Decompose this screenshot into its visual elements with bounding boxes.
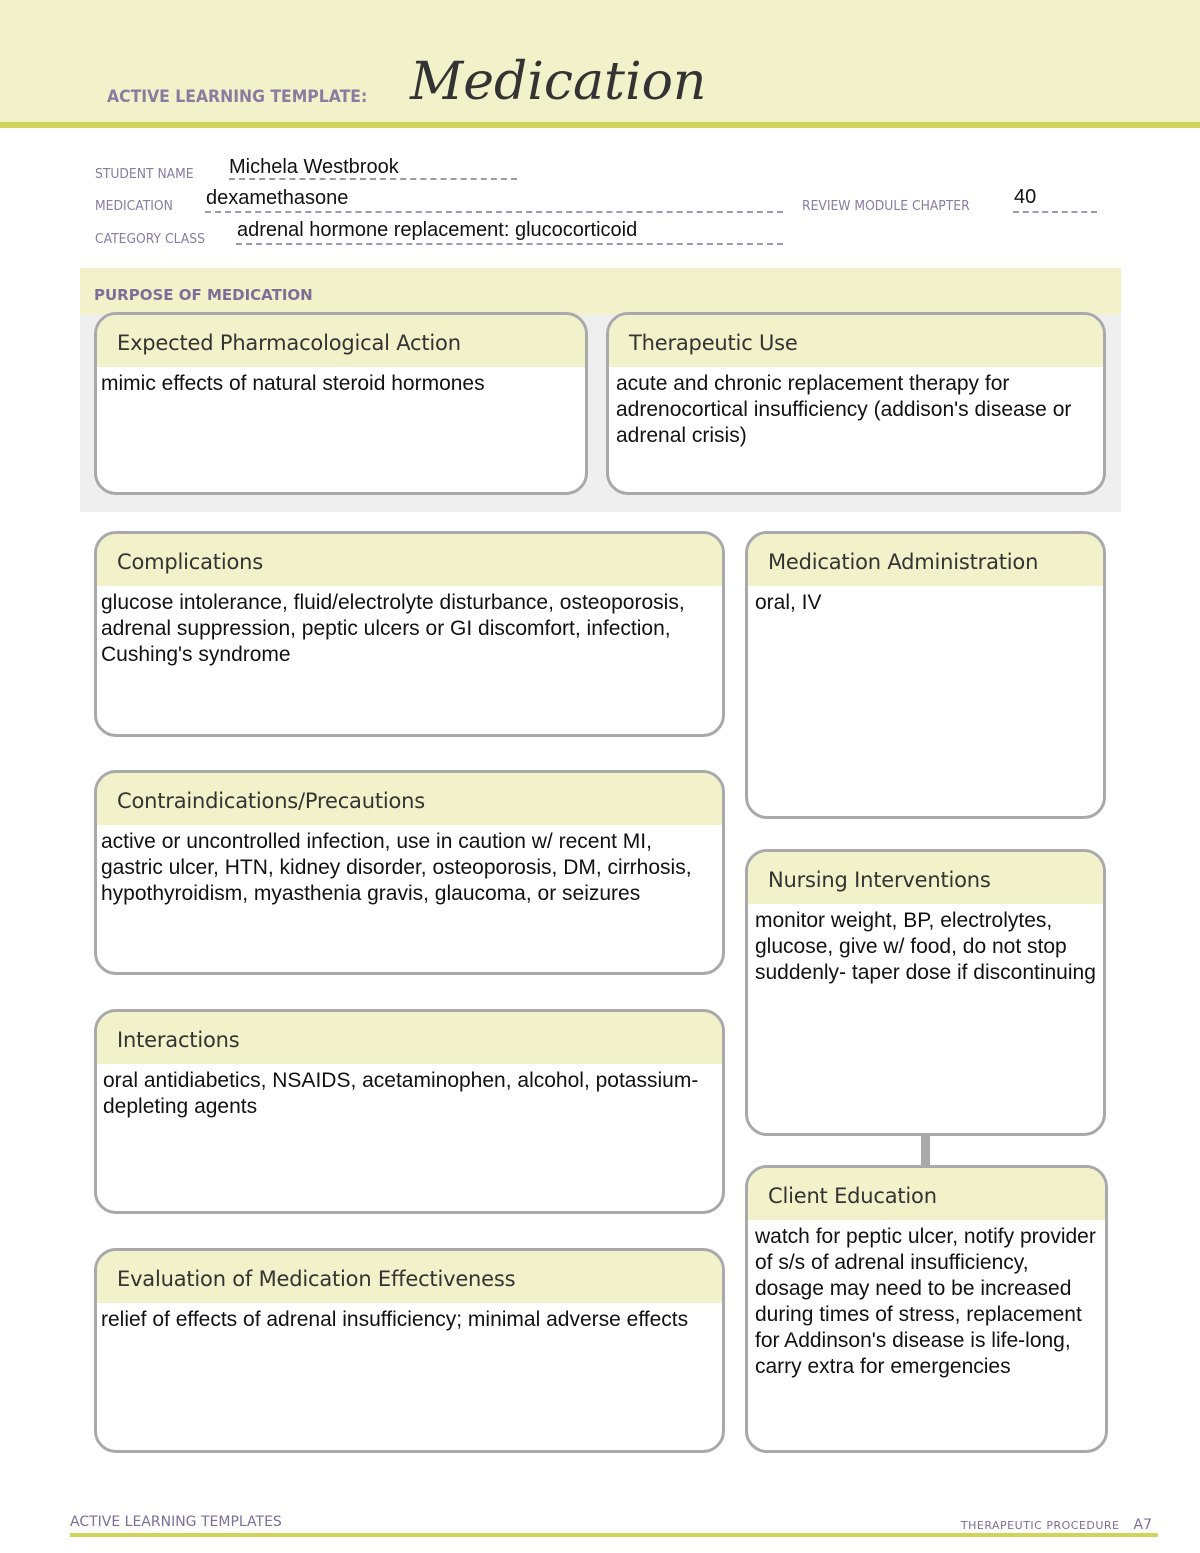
administration-title: Medication Administration <box>768 550 1039 574</box>
medication-field[interactable]: dexamethasone <box>206 187 349 209</box>
medication-underline <box>205 211 783 213</box>
client-education-text[interactable]: watch for peptic ulcer, notify provider of s/s of adrenal insufficiency, dosage may need to be increased during times of stress, replacement for Addinson's disease is life-long, carry extra for emergencies <box>755 1225 1096 1378</box>
card-header <box>97 773 722 825</box>
footer-rule <box>70 1533 1158 1537</box>
nursing-interventions-card <box>745 849 1106 1136</box>
review-module-chapter-field[interactable]: 40 <box>1014 186 1037 208</box>
review-module-chapter-label: REVIEW MODULE CHAPTER <box>802 199 970 214</box>
administration-text[interactable]: oral, IV <box>755 591 822 614</box>
category-class-label: CATEGORY CLASS <box>95 232 205 247</box>
page-number: A7 <box>1133 1517 1152 1533</box>
card-header <box>97 315 585 367</box>
expected-action-card <box>94 312 588 495</box>
contraindications-card <box>94 770 725 975</box>
evaluation-card <box>94 1248 725 1453</box>
nursing-interventions-title: Nursing Interventions <box>768 868 991 892</box>
footer-section-label: THERAPEUTIC PROCEDURE <box>960 1519 1120 1532</box>
card-header <box>609 315 1103 367</box>
evaluation-text[interactable]: relief of effects of adrenal insufficiency; minimal adverse effects <box>101 1308 689 1331</box>
review-module-chapter-underline <box>1013 211 1097 213</box>
complications-title: Complications <box>117 550 263 574</box>
card-connector <box>921 1134 930 1166</box>
evaluation-title: Evaluation of Medication Effectiveness <box>117 1267 516 1291</box>
therapeutic-use-text[interactable]: acute and chronic replacement therapy for adrenocortical insufficiency (addison's disease or adrenal crisis) <box>616 372 1072 447</box>
expected-action-text[interactable]: mimic effects of natural steroid hormones <box>101 372 485 395</box>
contraindications-title: Contraindications/Precautions <box>117 789 426 813</box>
card-header <box>748 852 1103 904</box>
page-title: Medication <box>410 52 707 112</box>
complications-text[interactable]: glucose intolerance, fluid/electrolyte disturbance, osteoporosis, adrenal suppression, peptic ulcers or GI discomfort, infection, Cushing's syndrome <box>101 591 685 666</box>
card-header <box>748 534 1103 586</box>
complications-card <box>94 531 725 737</box>
contraindications-text[interactable]: active or uncontrolled infection, use in caution w/ recent MI, gastric ulcer, HTN, kidney disorder, osteoporosis, DM, cirrhosis, hypothyroidism, myasthenia gravis, glaucoma, or seizures <box>101 830 692 905</box>
category-class-underline <box>236 243 783 245</box>
administration-card <box>745 531 1106 819</box>
nursing-interventions-text[interactable]: monitor weight, BP, electrolytes, glucose, give w/ food, do not stop suddenly- taper dose if discontinuing <box>755 909 1096 984</box>
interactions-card <box>94 1009 725 1214</box>
interactions-text[interactable]: oral antidiabetics, NSAIDS, acetaminophen, alcohol, potassium-depleting agents <box>103 1069 699 1118</box>
card-header <box>97 534 722 586</box>
student-name-label: STUDENT NAME <box>95 167 194 182</box>
medication-label: MEDICATION <box>95 199 173 214</box>
expected-action-title: Expected Pharmacological Action <box>117 331 461 355</box>
student-name-field[interactable]: Michela Westbrook <box>229 156 399 178</box>
client-education-card <box>745 1165 1108 1453</box>
purpose-label: PURPOSE OF MEDICATION <box>94 286 313 304</box>
template-label: ACTIVE LEARNING TEMPLATE: <box>107 87 368 107</box>
therapeutic-use-title: Therapeutic Use <box>629 331 798 355</box>
card-header <box>97 1251 722 1303</box>
header-rule <box>0 122 1200 128</box>
card-header <box>97 1012 722 1064</box>
footer-right <box>961 1517 1152 1533</box>
interactions-title: Interactions <box>117 1028 240 1052</box>
card-header <box>748 1168 1105 1220</box>
category-class-field[interactable]: adrenal hormone replacement: glucocorticoid <box>237 219 638 241</box>
client-education-title: Client Education <box>768 1184 937 1208</box>
footer-left-label: ACTIVE LEARNING TEMPLATES <box>70 1514 282 1530</box>
therapeutic-use-card <box>606 312 1106 495</box>
